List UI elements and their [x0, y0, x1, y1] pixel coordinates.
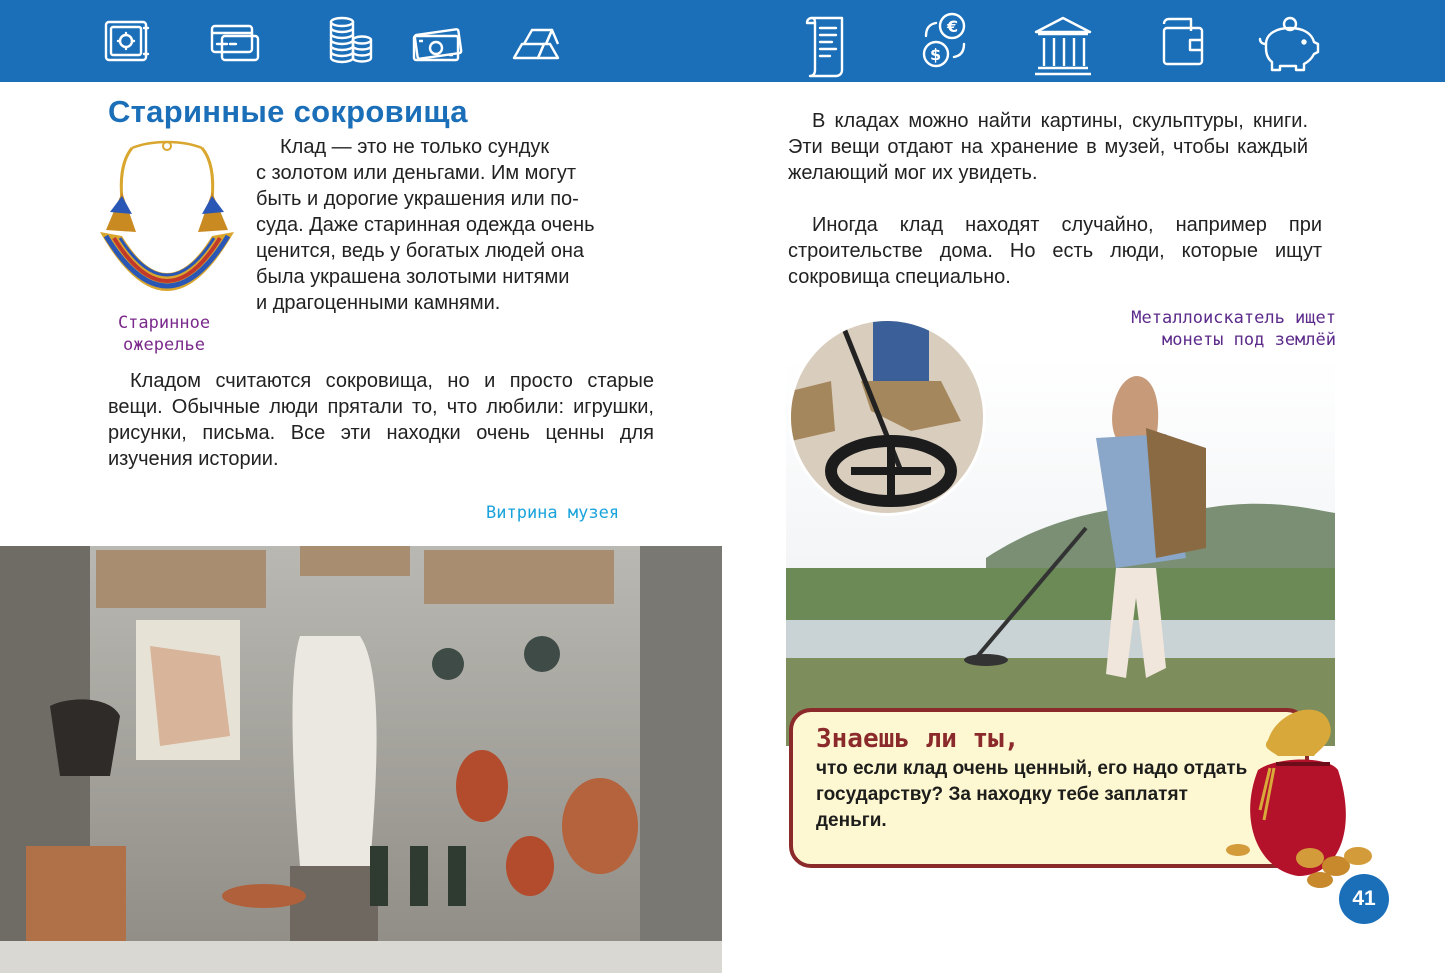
museum-showcase-photo: [0, 546, 722, 973]
bank-building-icon: [1032, 12, 1094, 78]
intro-line: ценится, ведь у богатых людей она: [256, 240, 584, 262]
banknotes-icon: [410, 14, 464, 68]
search-paragraph: Иногда клад находят случайно, например при строительстве дома. Но есть люди, которые ищут сокровища специально.: [788, 214, 1322, 288]
necklace-caption: [102, 312, 226, 356]
did-you-know-title: Знаешь ли ты,: [816, 724, 1020, 754]
safe-icon: [100, 14, 154, 68]
page-number: 41: [1339, 874, 1389, 924]
intro-line: Клад — это не только сундук: [280, 136, 550, 158]
svg-text:$: $: [930, 45, 942, 64]
intro-paragraph: [256, 134, 652, 316]
necklace-caption-line: Старинное: [117, 313, 211, 333]
museum-caption: Витрина музея: [486, 503, 620, 523]
necklace-image: [92, 140, 242, 310]
detector-caption-line: монеты под землёй: [1162, 330, 1336, 350]
necklace-caption-line: ожерелье: [123, 335, 205, 355]
svg-text:€: €: [947, 17, 959, 36]
detector-caption: [1000, 307, 1336, 351]
treasure-paragraph: Кладом считаются сокровища, но и просто старые вещи. Обычные люди прятали то, что любили: игрушки, рисунки, письма. Все эти находки очень ценны для изучения истории.: [108, 370, 654, 470]
currency-exchange-icon: [918, 10, 972, 72]
gold-bars-icon: [510, 14, 564, 68]
intro-line: и драгоценными камнями.: [256, 292, 501, 314]
detector-closeup-photo: [788, 318, 986, 516]
money-pouch-image: [1218, 700, 1398, 900]
wallet-icon: [1158, 14, 1208, 70]
intro-line: быть и дорогие украшения или по-: [256, 188, 579, 210]
detector-caption-line: Металлоискатель ищет: [1131, 308, 1336, 328]
piggy-bank-icon: [1256, 14, 1320, 74]
did-you-know-text: что если клад очень ценный, его надо отдать государству? За находку тебе заплатят деньги.: [816, 758, 1248, 831]
credit-card-icon: [208, 14, 262, 68]
intro-line: суда. Даже старинная одежда очень: [256, 214, 595, 236]
intro-line: с золотом или деньгами. Им могут: [256, 162, 576, 184]
museum-paragraph: В кладах можно найти картины, скульптуры, книги. Эти вещи отдают на хранение в музей, чтобы каждый желающий мог их увидеть.: [788, 110, 1308, 184]
coin-stack-icon: [322, 14, 376, 68]
receipt-scroll-icon: [800, 12, 854, 82]
page-title: Старинные сокровища: [108, 94, 468, 129]
intro-line: была украшена золотыми нитями: [256, 266, 570, 288]
